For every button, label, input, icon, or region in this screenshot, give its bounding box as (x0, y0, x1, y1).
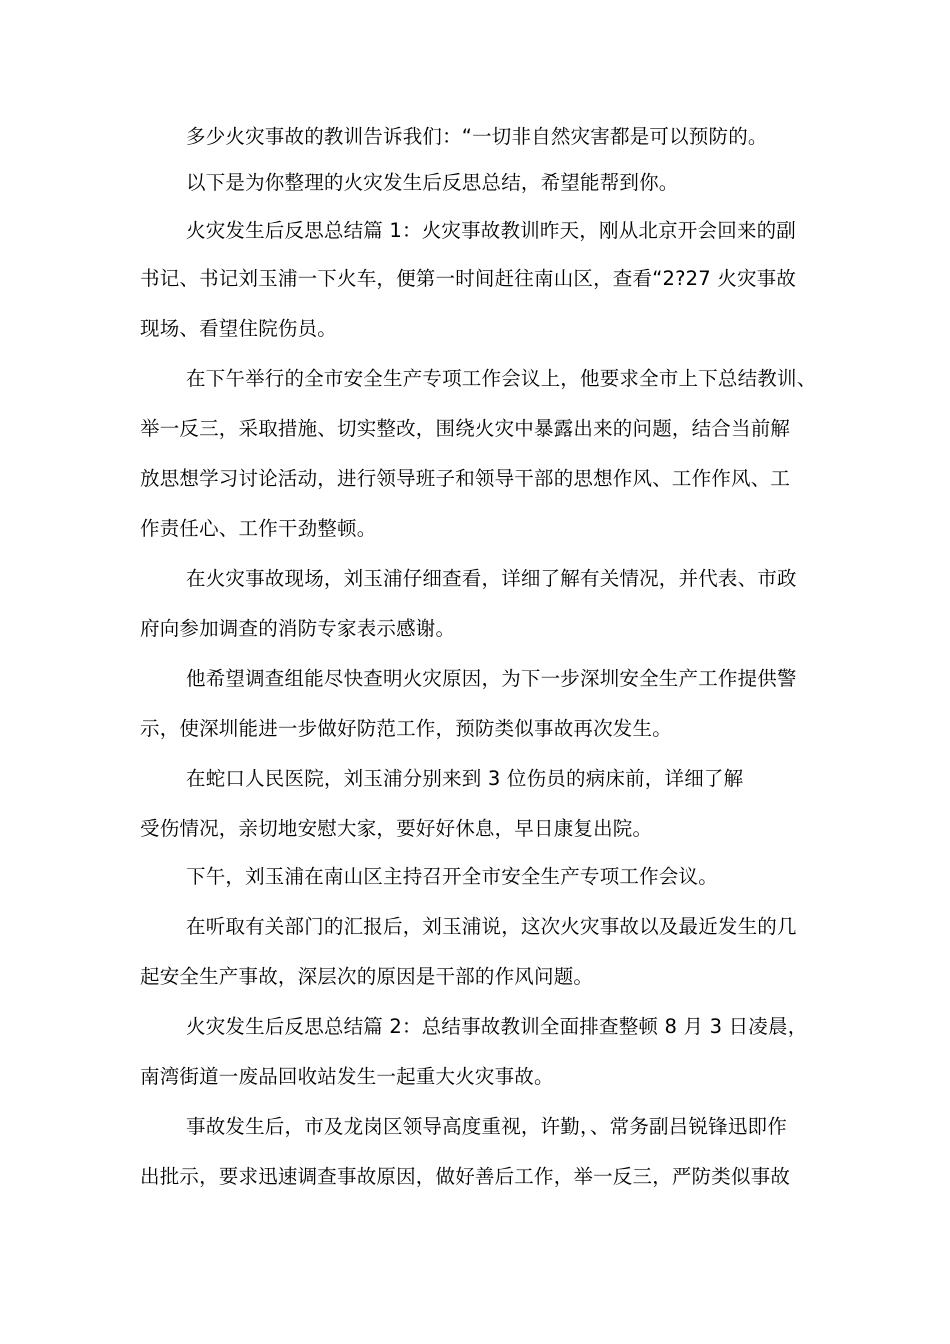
text-line: 在蛇口人民医院，刘玉浦分别来到 3 位伤员的病床前，详细了解 (186, 767, 744, 790)
text-line: 以下是为你整理的火灾发生后反思总结，希望能帮到你。 (186, 171, 679, 194)
text-line: 示，使深圳能进一步做好防范工作，预防类似事故再次发生。 (140, 717, 672, 740)
text-line: 多少火灾事故的教训告诉我们：“一切非自然灾害都是可以预防的。 (186, 125, 768, 148)
text-line: 出批示，要求迅速调查事故原因，做好善后工作，举一反三，严防类似事故 (140, 1165, 791, 1188)
text-line: 下午，刘玉浦在南山区主持召开全市安全生产专项工作会议。 (186, 865, 718, 888)
text-line: 作责任心、工作干劲整顿。 (140, 517, 377, 540)
text-line: 在火灾事故现场，刘玉浦仔细查看，详细了解有关情况，并代表、市政 (186, 567, 797, 590)
text-line: 放思想学习讨论活动，进行领导班子和领导干部的思想作风、工作作风、工 (140, 467, 791, 490)
text-line: 他希望调查组能尽快查明火灾原因，为下一步深圳安全生产工作提供警 (186, 667, 797, 690)
text-line: 受伤情况，亲切地安慰大家，要好好休息，早日康复出院。 (140, 817, 653, 840)
text-line: 起安全生产事故，深层次的原因是干部的作风问题。 (140, 965, 594, 988)
text-line: 事故发生后，市及龙岗区领导高度重视，许勤，、常务副吕锐锋迅即作 (186, 1115, 787, 1138)
text-line: 南湾街道一废品回收站发生一起重大火灾事故。 (140, 1065, 554, 1088)
text-line: 举一反三，采取措施、切实整改，围绕火灾中暴露出来的问题，结合当前解 (140, 417, 791, 440)
text-line: 火灾发生后反思总结篇 1：火灾事故教训昨天，刚从北京开会回来的副 (186, 219, 797, 242)
text-line: 火灾发生后反思总结篇 2：总结事故教训全面排查整顿 8 月 3 日凌晨， (186, 1015, 808, 1038)
text-line: 府向参加调查的消防专家表示感谢。 (140, 617, 456, 640)
text-line: 在听取有关部门的汇报后，刘玉浦说，这次火灾事故以及最近发生的几 (186, 915, 797, 938)
text-line: 在下午举行的全市安全生产专项工作会议上，他要求全市上下总结教训、 (186, 367, 817, 390)
text-line: 现场、看望住院伤员。 (140, 317, 338, 340)
text-line: 书记、书记刘玉浦一下火车，便第一时间赶往南山区，查看“2?27 火灾事故 (140, 267, 797, 290)
